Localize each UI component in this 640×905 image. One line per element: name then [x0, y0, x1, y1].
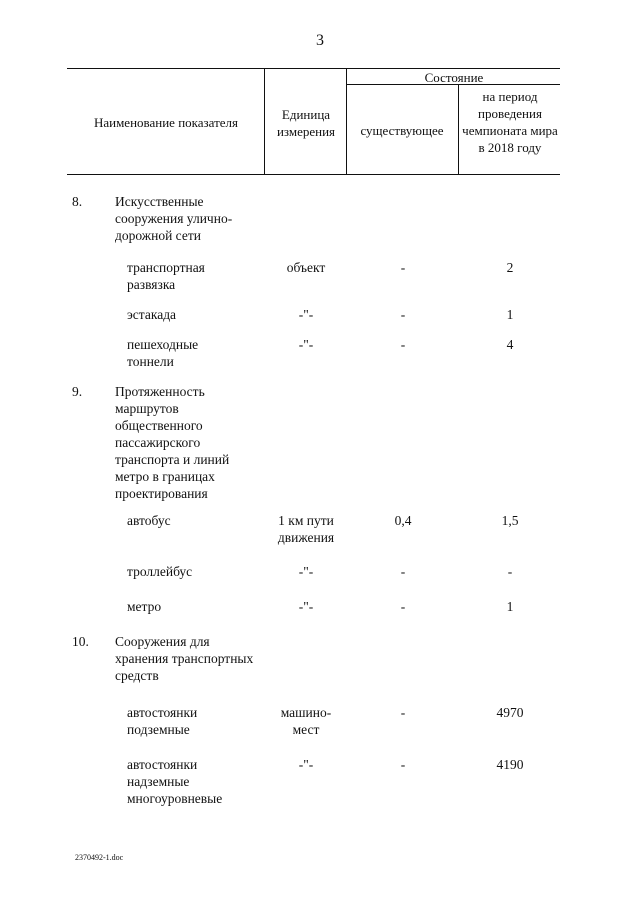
- row-unit: -"-: [298, 599, 314, 614]
- row-existing: -: [400, 564, 406, 579]
- header-period-col: на период проведения чемпионата мира в 2018 году: [462, 89, 558, 155]
- row-unit: машино-мест: [280, 705, 332, 737]
- row-name: автостоянки подземные: [127, 705, 198, 737]
- row-unit: -"-: [298, 757, 314, 772]
- row-name: автобус: [127, 513, 171, 528]
- header-bottom-rule: [67, 174, 560, 175]
- col-divider-1: [264, 68, 265, 175]
- section-number: 8.: [72, 194, 83, 209]
- header-state-col: Состояние: [424, 70, 484, 85]
- row-existing: -: [400, 599, 406, 614]
- row-unit: 1 км пути движения: [277, 513, 335, 545]
- section-number: 10.: [72, 634, 89, 649]
- row-existing: 0,4: [394, 513, 412, 528]
- row-period: 4190: [496, 757, 524, 772]
- row-existing: -: [400, 337, 406, 352]
- page-number: 3: [316, 32, 324, 49]
- row-name: пешеходные тоннели: [127, 337, 199, 369]
- col-divider-3: [458, 84, 459, 175]
- row-unit: -"-: [298, 307, 314, 322]
- header-name-col: Наименование показателя: [93, 115, 239, 130]
- row-period: 1,5: [501, 513, 519, 528]
- header-unit-col: Единица измерения: [276, 107, 336, 139]
- row-period: 2: [506, 260, 514, 275]
- row-period: 4: [506, 337, 514, 352]
- row-unit: объект: [286, 260, 326, 275]
- section-title: Искусственные сооружения улично-дорожной сети: [115, 194, 233, 243]
- col-divider-2: [346, 68, 347, 175]
- document-filename: 2370492-1.doc: [75, 853, 124, 862]
- row-name: автостоянки надземные многоуровневые: [127, 757, 223, 806]
- row-period: -: [507, 564, 513, 579]
- row-existing: -: [400, 307, 406, 322]
- row-name: эстакада: [127, 307, 177, 322]
- row-existing: -: [400, 757, 406, 772]
- row-period: 1: [506, 599, 514, 614]
- section-title: Сооружения для хранения транспортных средств: [115, 634, 254, 683]
- row-period: 1: [506, 307, 514, 322]
- row-period: 4970: [496, 705, 524, 720]
- row-name: троллейбус: [127, 564, 193, 579]
- row-existing: -: [400, 705, 406, 720]
- header-existing-col: существующее: [360, 123, 444, 138]
- section-number: 9.: [72, 384, 83, 399]
- row-existing: -: [400, 260, 406, 275]
- row-name: метро: [127, 599, 162, 614]
- row-name: транспортная развязка: [127, 260, 205, 292]
- row-unit: -"-: [298, 337, 314, 352]
- row-unit: -"-: [298, 564, 314, 579]
- section-title: Протяженность маршрутов общественного пассажирского транспорта и линий метро в границах проектирования: [115, 384, 230, 501]
